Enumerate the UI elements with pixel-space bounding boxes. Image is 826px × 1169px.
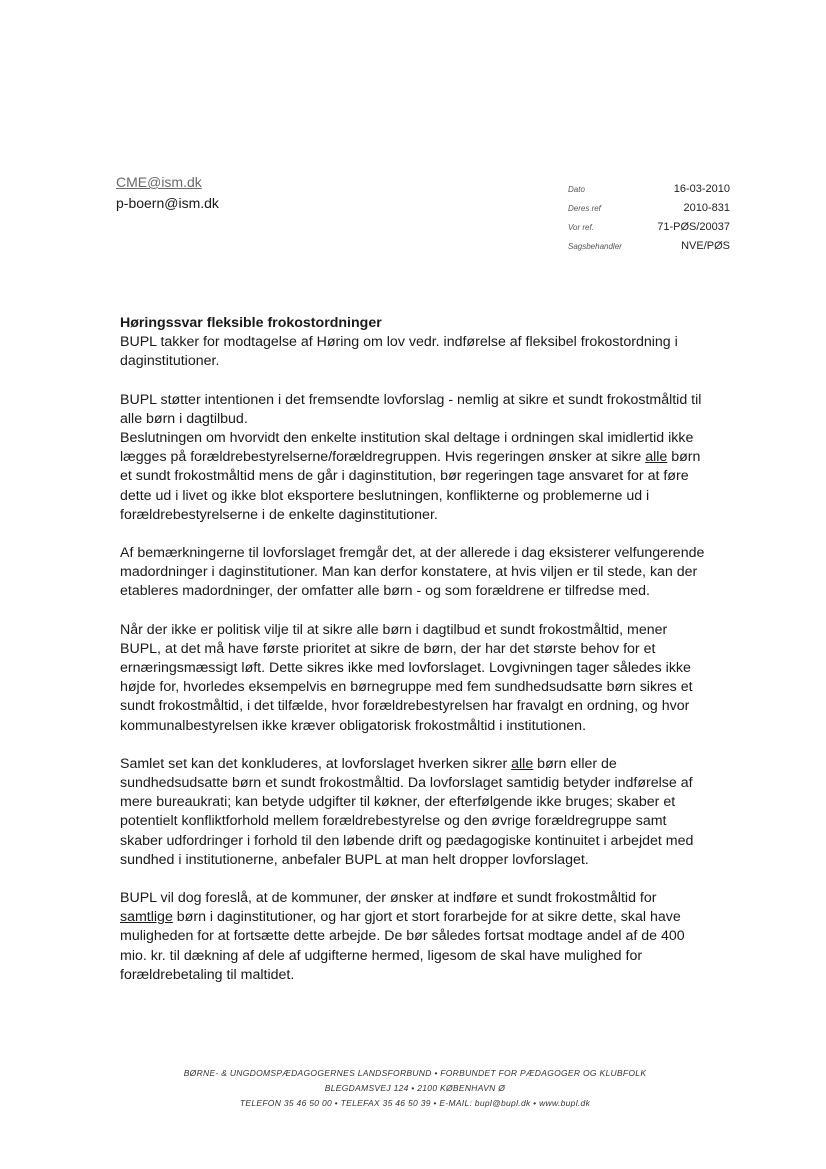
body-line: forældrebestyrelserne i de enkelte daginstitutioner. <box>120 506 438 523</box>
paragraph-proposal <box>120 889 732 985</box>
intro-line: daginstitutioner. <box>120 353 220 370</box>
body-text: børn <box>667 449 701 466</box>
body-text: børn eller de <box>533 755 617 772</box>
your-ref-value: 2010-831 <box>683 202 730 214</box>
meta-row-your-ref <box>568 199 730 218</box>
body-line <box>120 755 732 774</box>
footer-contact: TELEFON 35 46 50 00 • TELEFAX 35 46 50 39 • E-MAIL: bupl@bupl.dk • www.bupl.dk <box>239 1098 591 1108</box>
body-line: Af bemærkningerne til lovforslaget fremgår det, at der allerede i dag eksisterer velfungerende <box>120 545 705 562</box>
footer-address: BLEGDAMSVEJ 124 • 2100 KØBENHAVN Ø <box>324 1083 506 1093</box>
intro-line: BUPL takker for modtagelse af Høring om lov vedr. indførelse af fleksibel frokostordning i <box>120 334 678 351</box>
body-line: ernæringsmæssigt løft. Dette sikres ikke med lovforslaget. Lovgivningen tager således ikke <box>120 660 691 677</box>
letterhead-footer <box>120 1066 710 1111</box>
body-line: etableres madordninger, der omfatter alle børn - og som forældrene er tilfredse med. <box>120 583 650 600</box>
recipient-email-1: CME@ism.dk <box>116 174 202 190</box>
footer-organization: BØRNE- & UNGDOMSPÆDAGOGERNES LANDSFORBUND • FORBUNDET FOR PÆDAGOGER OG KLUBFOLK <box>183 1068 647 1078</box>
body-text: lægges på forældrebestyrelserne/forældregruppen. Hvis regeringen ønsker at sikre <box>120 449 646 466</box>
paragraph-support <box>120 391 732 525</box>
body-line: sundhed i institutionerne, anbefaler BUPL at man helt dropper lovforslaget. <box>120 851 589 868</box>
body-line: dette ud i livet og ikke blot eksportere beslutningen, konflikterne og problemerne ud i <box>120 487 650 504</box>
body-text: Samlet set kan det konkluderes, at lovforslaget hverken sikrer <box>120 755 512 772</box>
body-line: Når der ikke er politisk vilje til at sikre alle børn i dagtilbud et sundt frokostmåltid, mener <box>120 621 668 638</box>
body-line: Beslutningen om hvorvidt den enkelte institution skal deltage i ordningen skal imidlertid ikke <box>120 430 694 447</box>
handler-value: NVE/PØS <box>681 240 730 252</box>
body-line: BUPL, at det må have første prioritet at sikre de børn, der har det største behov for et <box>120 640 656 657</box>
paragraph-conclusion <box>120 755 732 870</box>
intro-paragraph <box>120 333 732 371</box>
body-line: mere bureaukrati; kan betyde udgifter til køkner, der efterfølgende ikke bruges; skaber et <box>120 794 676 811</box>
body-line: forældrebetaling til maltidet. <box>120 966 295 983</box>
body-line: madordninger i daginstitutioner. Man kan derfor konstatere, at hvis viljen er til stede, kan der <box>120 564 698 581</box>
our-ref-label: Vor ref. <box>568 223 594 232</box>
body-line: muligheden for at fortsætte dette arbejde. De bør således fortsat modtage andel af de 400 <box>120 928 685 945</box>
body-line: BUPL vil dog foreslå, at de kommuner, der ønsker at indføre et sundt frokostmåltid for <box>120 890 657 907</box>
body-line: skaber udfordringer i forhold til den løbende drift og pædagogiske kontinuitet i arbejdet med <box>120 832 694 849</box>
letter-body <box>120 314 732 1004</box>
your-ref-label: Deres ref <box>568 204 601 213</box>
meta-row-handler <box>568 237 730 256</box>
body-line: alle børn i dagtilbud. <box>120 410 248 427</box>
handler-label: Sagsbehandler <box>568 242 622 251</box>
our-ref-value: 71-PØS/20037 <box>657 221 730 233</box>
date-value: 16-03-2010 <box>673 183 730 195</box>
paragraph-priority <box>120 621 732 736</box>
body-line: kommunalbestyrelsen ikke kræver obligatorisk frokostmåltid i institutionen. <box>120 717 587 734</box>
body-text: børn i daginstitutioner, og har gjort et stort forarbejde for at sikre dette, skal have <box>172 909 681 926</box>
body-line: sundt frokostmåltid, i det tilfælde, hvor forældrebestyrelsen har fravalgt en ordning, og hvor <box>120 698 690 715</box>
date-label: Dato <box>568 185 585 194</box>
body-line <box>120 448 732 467</box>
body-line: BUPL støtter intentionen i det fremsendte lovforslag - nemlig at sikre et sundt frokostmåltid til <box>120 391 702 408</box>
subject-heading: Høringssvar fleksible frokostordninger <box>120 315 382 331</box>
body-line: mio. kr. til dækning af dele af udgifterne hermed, ligesom de skal have mulighed for <box>120 947 643 964</box>
meta-row-date <box>568 180 730 199</box>
paragraph-remarks <box>120 544 732 602</box>
recipient-email-2: p-boern@ism.dk <box>116 195 219 211</box>
body-line: potentielt konfliktforhold mellem forældrebestyrelse og den øvrige forældregruppe samt <box>120 813 667 830</box>
body-line: sundhedsudsatte børn et sundt frokostmåltid. Da lovforslaget samtidig betyder indførelse af <box>120 775 693 792</box>
body-line <box>120 908 732 927</box>
underlined-word: samtlige <box>120 909 173 926</box>
reference-block <box>568 180 730 256</box>
underlined-word: alle <box>511 755 534 772</box>
meta-row-our-ref <box>568 218 730 237</box>
underlined-word: alle <box>645 449 668 466</box>
recipient-block <box>116 172 219 214</box>
body-line: højde for, hvorledes eksempelvis en børnegruppe med fem sundhedsudsatte børn sikres et <box>120 679 693 696</box>
body-line: et sundt frokostmåltid mens de går i daginstitution, bør regeringen tage ansvaret for at føre <box>120 468 689 485</box>
